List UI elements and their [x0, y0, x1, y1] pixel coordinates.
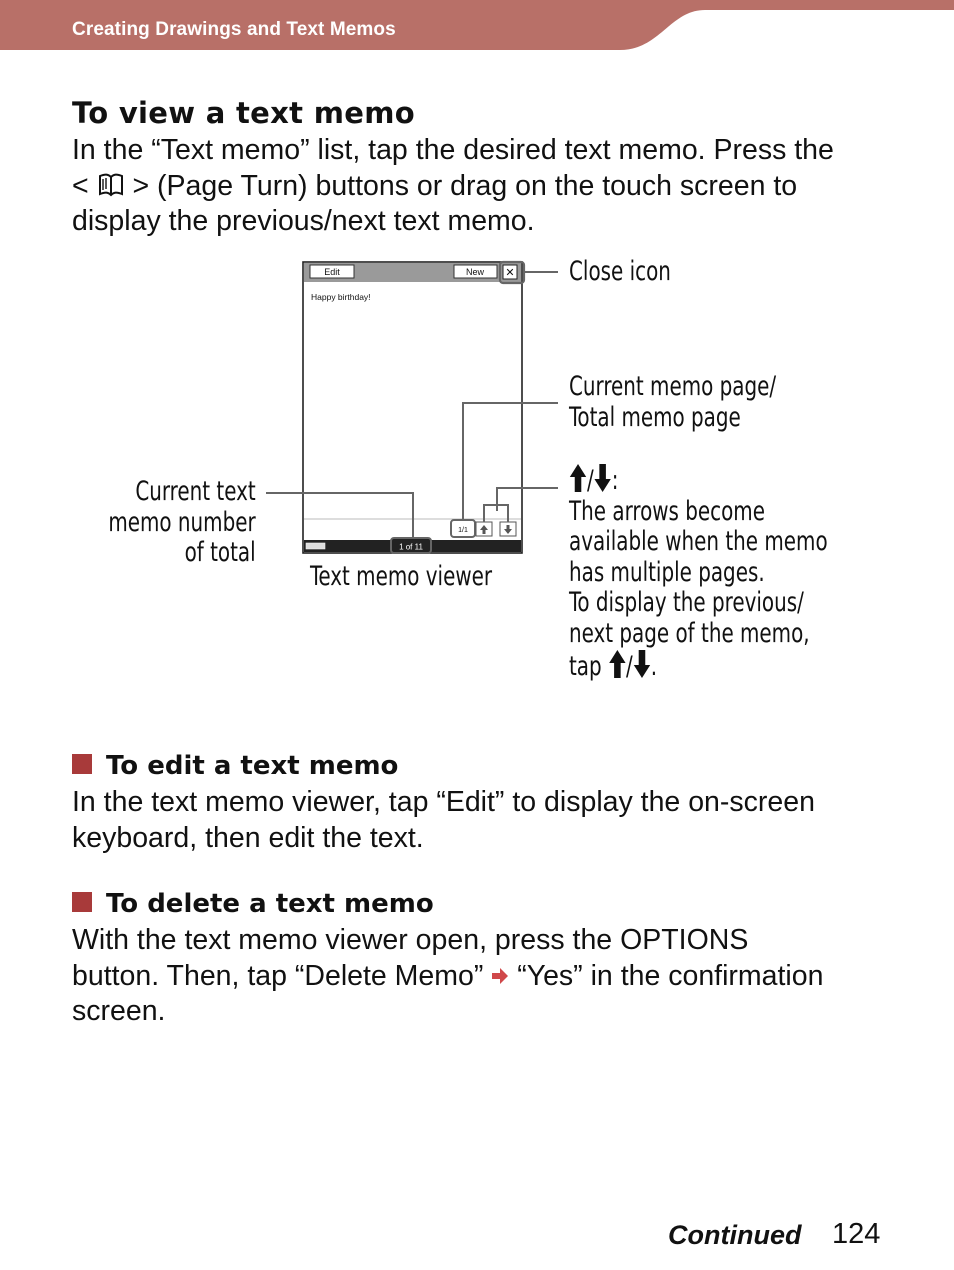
callout-arrows [569, 463, 828, 683]
delete-line-3: screen. [72, 995, 166, 1027]
callout-arrows-6: tap / . [569, 651, 658, 682]
header-title: Creating Drawings and Text Memos [72, 19, 396, 40]
callout-memo-number [109, 477, 256, 569]
page-number: 124 [832, 1218, 881, 1250]
view-line-2-post: > (Page Turn) buttons or drag on the touch screen to [132, 169, 798, 202]
up-arrow-icon [608, 649, 626, 679]
callout-arrows-1: The arrows become [569, 495, 765, 527]
edit-button-label: Edit [324, 267, 340, 277]
battery-icon [306, 543, 325, 549]
memo-text: Happy birthday! [311, 292, 371, 302]
callout-memo-page [569, 372, 776, 433]
delete-line-2-pre: button. Then, tap “Delete Memo” [72, 959, 484, 992]
callout-arrows-end: . [650, 651, 658, 682]
edit-line-2: keyboard, then edit the text. [72, 821, 424, 854]
down-arrow-icon [633, 649, 651, 679]
view-line-3: display the previous/next text memo. [72, 205, 535, 237]
right-arrow-icon [491, 966, 509, 986]
callout-arrows-4: To display the previous/ [569, 587, 804, 618]
up-arrow-icon [569, 463, 587, 493]
section-heading-edit [72, 751, 398, 781]
delete-line-2-post: “Yes” in the confirmation [517, 959, 824, 992]
callout-arrows-5: next page of the memo, [569, 617, 810, 649]
view-line-2-pre: < [72, 169, 89, 202]
section-bullet-icon [72, 892, 92, 912]
callout-memo-number-3: of total [184, 537, 256, 568]
callout-memo-page-2: Total memo page [569, 401, 741, 433]
callout-arrows-title: / : [569, 463, 828, 497]
callout-close-icon: Close icon [569, 256, 671, 287]
section-bullet-icon [72, 754, 92, 774]
section-heading-delete [72, 889, 434, 919]
callout-memo-page-1: Current memo page/ [569, 371, 777, 402]
delete-line-2 [72, 959, 902, 995]
continued-label: Continued [668, 1220, 802, 1250]
callout-arrows-colon: : [611, 465, 619, 496]
edit-line-1: In the text memo viewer, tap “Edit” to display the on-screen [72, 786, 815, 818]
close-icon-glyph: ✕ [505, 266, 515, 279]
memo-count: 1 of 11 [399, 542, 423, 552]
callout-memo-number-1: Current text [135, 476, 256, 507]
view-line-1: In the “Text memo” list, tap the desired text memo. Press the [72, 134, 834, 166]
new-button-label: New [465, 267, 485, 277]
callout-arrows-3: has multiple pages. [569, 556, 765, 588]
page-indicator: 1/1 [458, 527, 468, 534]
viewer-caption: Text memo viewer [310, 561, 493, 592]
section-heading-view: To view a text memo [72, 96, 415, 130]
section-heading-edit-text: To edit a text memo [106, 751, 399, 781]
callout-arrows-2: available when the memo [569, 526, 828, 557]
delete-line-1: With the text memo viewer open, press the OPTIONS [72, 924, 749, 956]
down-arrow-icon [594, 463, 612, 493]
callout-memo-number-2: memo number [108, 506, 256, 538]
edit-paragraph [72, 785, 902, 856]
delete-paragraph [72, 923, 902, 1030]
section-heading-delete-text: To delete a text memo [106, 889, 434, 919]
callout-arrows-tap: tap [569, 651, 602, 682]
